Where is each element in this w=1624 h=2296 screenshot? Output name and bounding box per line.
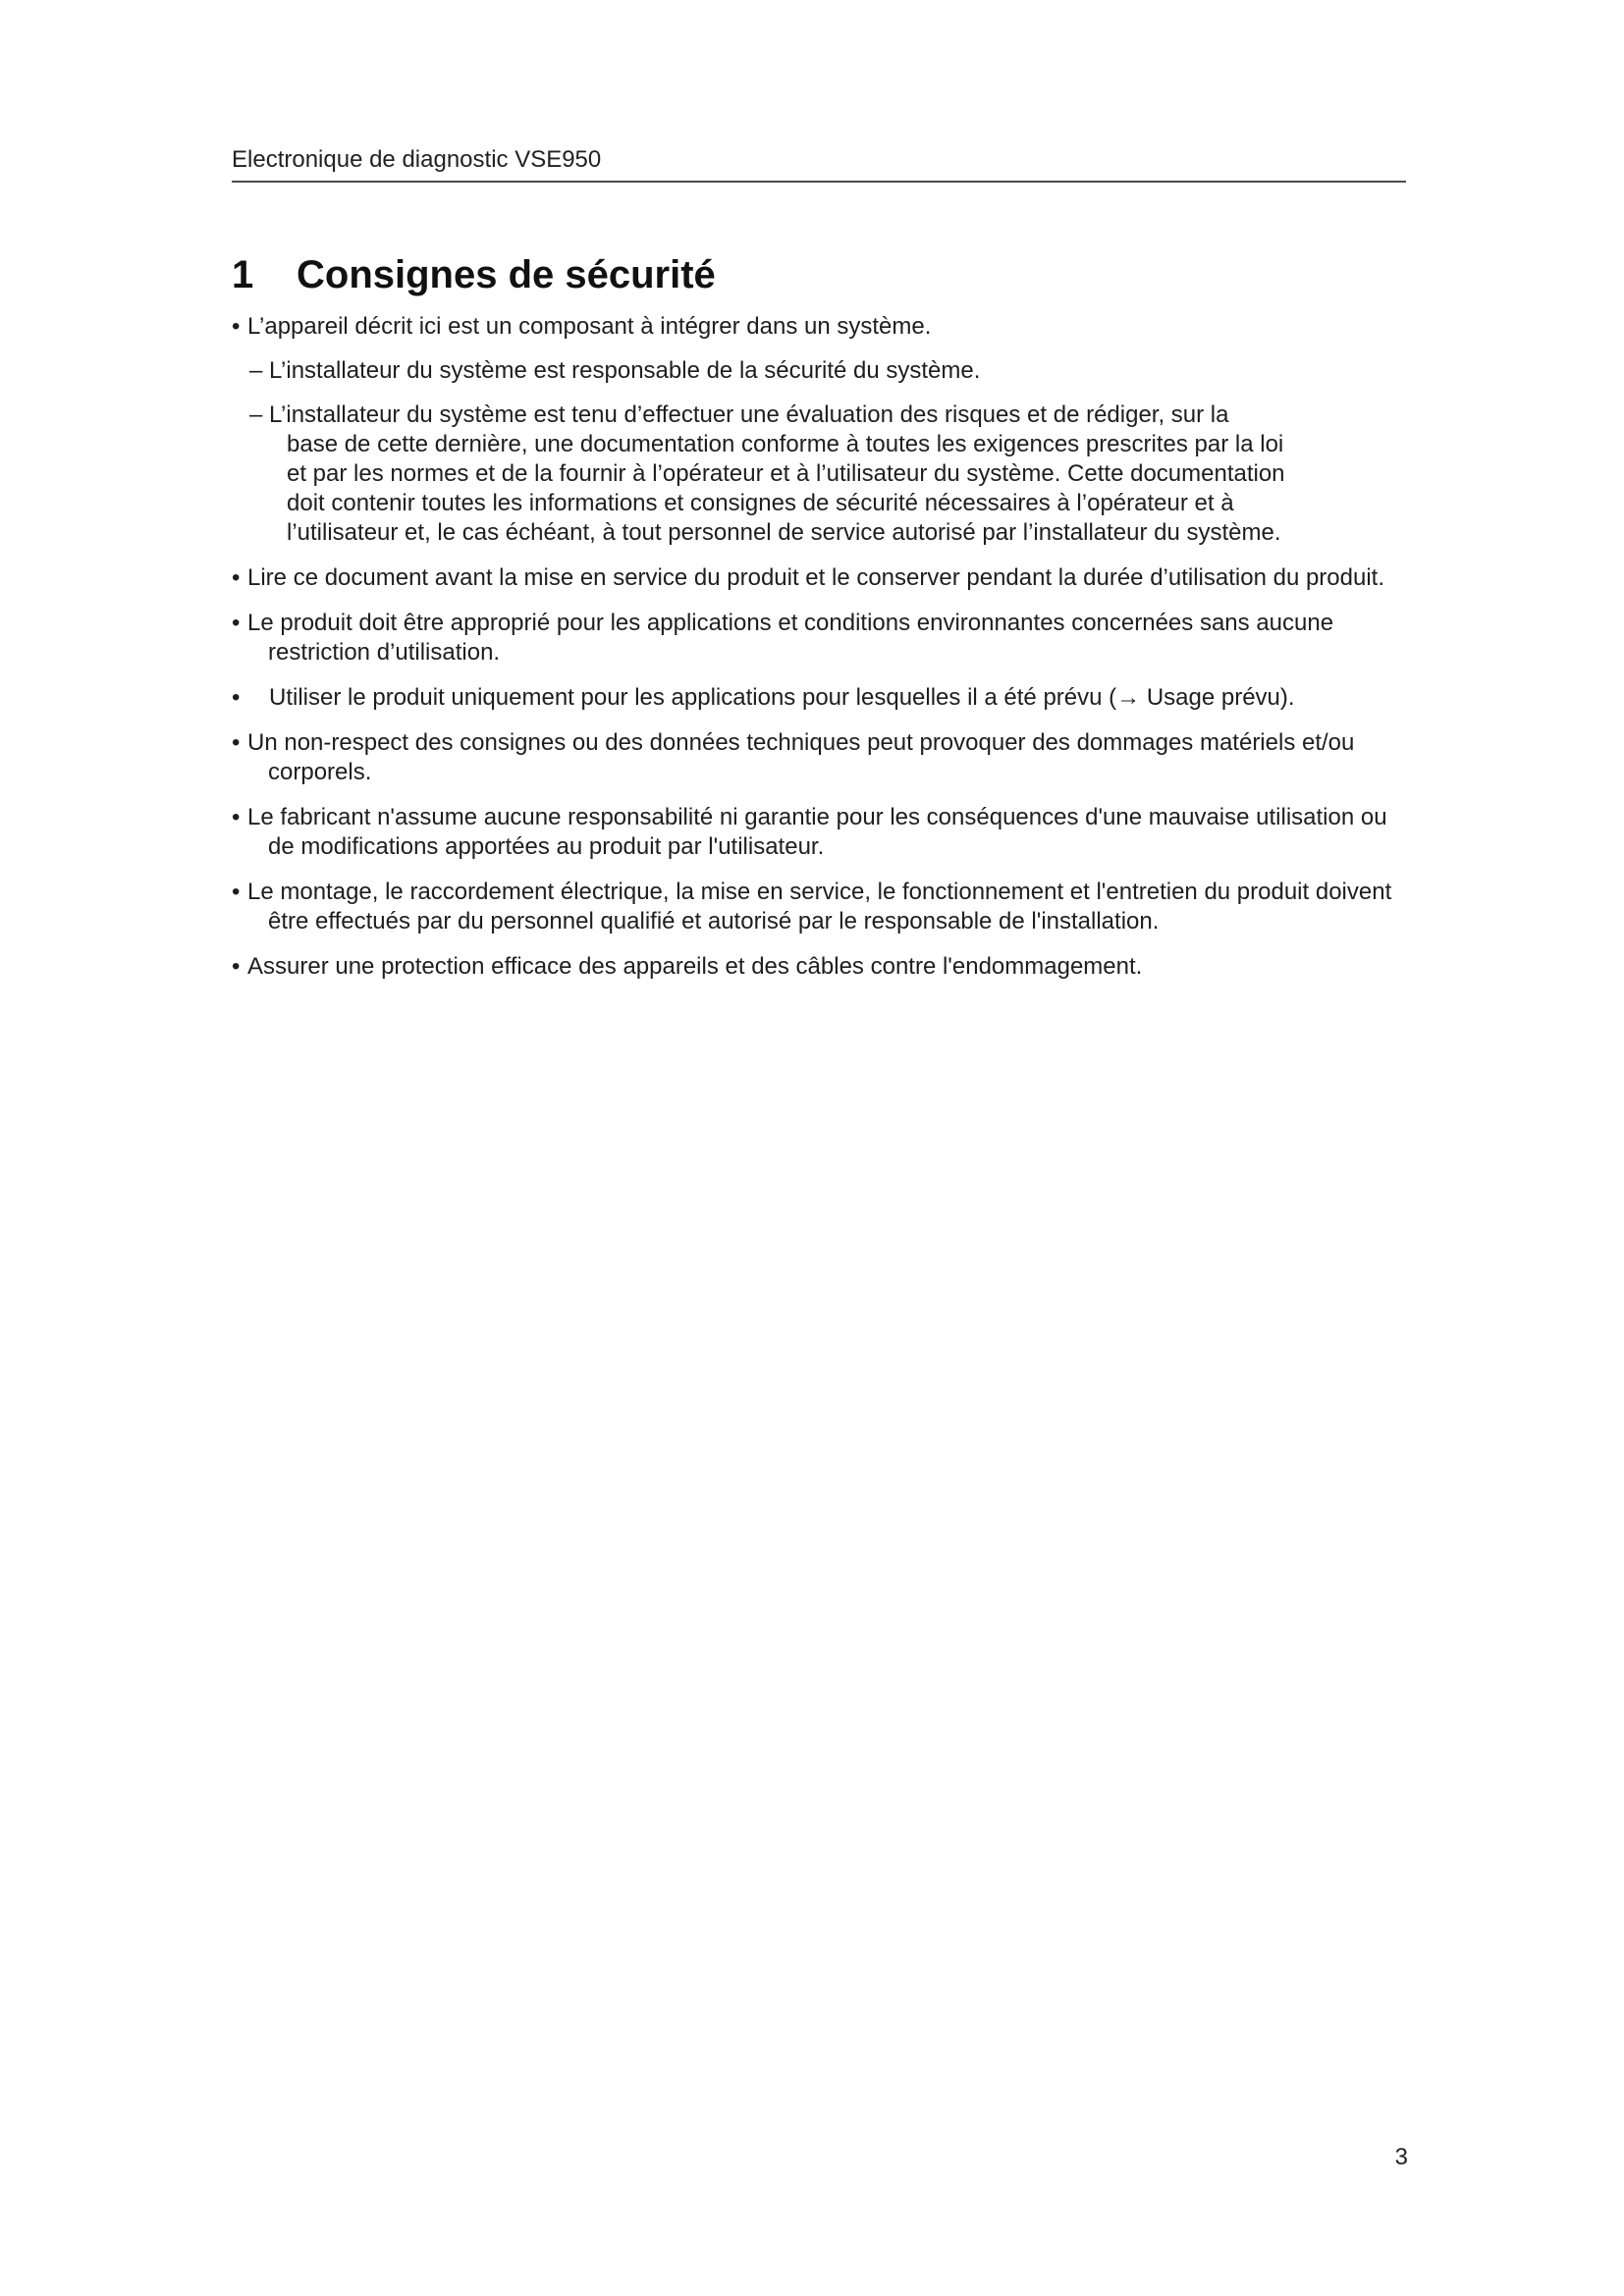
sub-list-item-text: L’installateur du système est responsable de la sécurité du système. — [269, 357, 981, 384]
list-item — [232, 803, 1406, 862]
section-title — [232, 249, 716, 300]
list-item-text: L’appareil décrit ici est un composant à intégrer dans un système. — [247, 313, 932, 340]
bullet-mark: • — [232, 684, 241, 711]
list-item-text: Le fabricant n'assume aucune responsabilité ni garantie pour les conséquences d'une mauvaise utilisation ou de modifications apportées au produit par l'utilisateur. — [247, 804, 1387, 860]
sub-list-item-line: doit contenir toutes les informations et consignes de sécurité nécessaires à l’opérateur et à — [287, 490, 1234, 516]
running-header — [232, 145, 1406, 183]
dash-mark: – — [249, 357, 263, 384]
running-header-title: Electronique de diagnostic VSE950 — [232, 146, 602, 173]
section-number: 1 — [232, 253, 254, 296]
sub-list-item-line: et par les normes et de la fournir à l’opérateur et à l’utilisateur du système. Cette documentation — [287, 460, 1285, 487]
list-item-text: Un non-respect des consignes ou des données techniques peut provoquer des dommages matériels et/ou corporels. — [247, 729, 1355, 785]
sub-list-item-line: base de cette dernière, une documentation conforme à toutes les exigences prescrites par la loi — [287, 431, 1284, 457]
sub-list-item — [249, 400, 1406, 548]
bullet-mark: • — [232, 953, 241, 980]
list-item-text: Utiliser le produit uniquement pour les applications pour lesquelles il a été prévu (→ Usage prévu). — [269, 684, 1295, 711]
list-item — [232, 952, 1406, 982]
sub-list-item-line: L’installateur du système est tenu d’effectuer une évaluation des risques et de rédiger, sur la — [269, 401, 1229, 428]
bullet-mark: • — [232, 804, 241, 830]
sub-list-item-line: l’utilisateur et, le cas échéant, à tout personnel de service autorisé par l’installateur du système. — [287, 519, 1281, 546]
list-item-text: Le produit doit être approprié pour les applications et conditions environnantes concernées sans aucune restriction d’utilisation. — [247, 610, 1334, 666]
list-item — [232, 563, 1406, 593]
sub-list-item — [249, 356, 1406, 386]
bullet-mark: • — [232, 313, 241, 340]
list-item — [232, 728, 1406, 787]
bullet-mark: • — [232, 564, 241, 591]
bullet-mark: • — [232, 879, 241, 905]
safety-instructions-list — [232, 312, 1406, 982]
list-item-text: Lire ce document avant la mise en service du produit et le conserver pendant la durée d’utilisation du produit. — [247, 564, 1385, 591]
list-item — [232, 683, 1406, 713]
section-title-text: Consignes de sécurité — [297, 253, 716, 296]
list-item — [232, 609, 1406, 667]
bullet-mark: • — [232, 729, 241, 756]
list-item — [232, 878, 1406, 936]
dash-mark: – — [249, 401, 263, 428]
page-number: 3 — [1394, 2144, 1408, 2170]
list-item-text: Assurer une protection efficace des appareils et des câbles contre l'endommagement. — [247, 953, 1143, 980]
bullet-mark: • — [232, 610, 241, 636]
list-item-text: Le montage, le raccordement électrique, la mise en service, le fonctionnement et l'entretien du produit doivent être effectués par du personnel qualifié et autorisé par le responsable de l'installation. — [247, 879, 1392, 934]
list-item — [232, 312, 1406, 342]
